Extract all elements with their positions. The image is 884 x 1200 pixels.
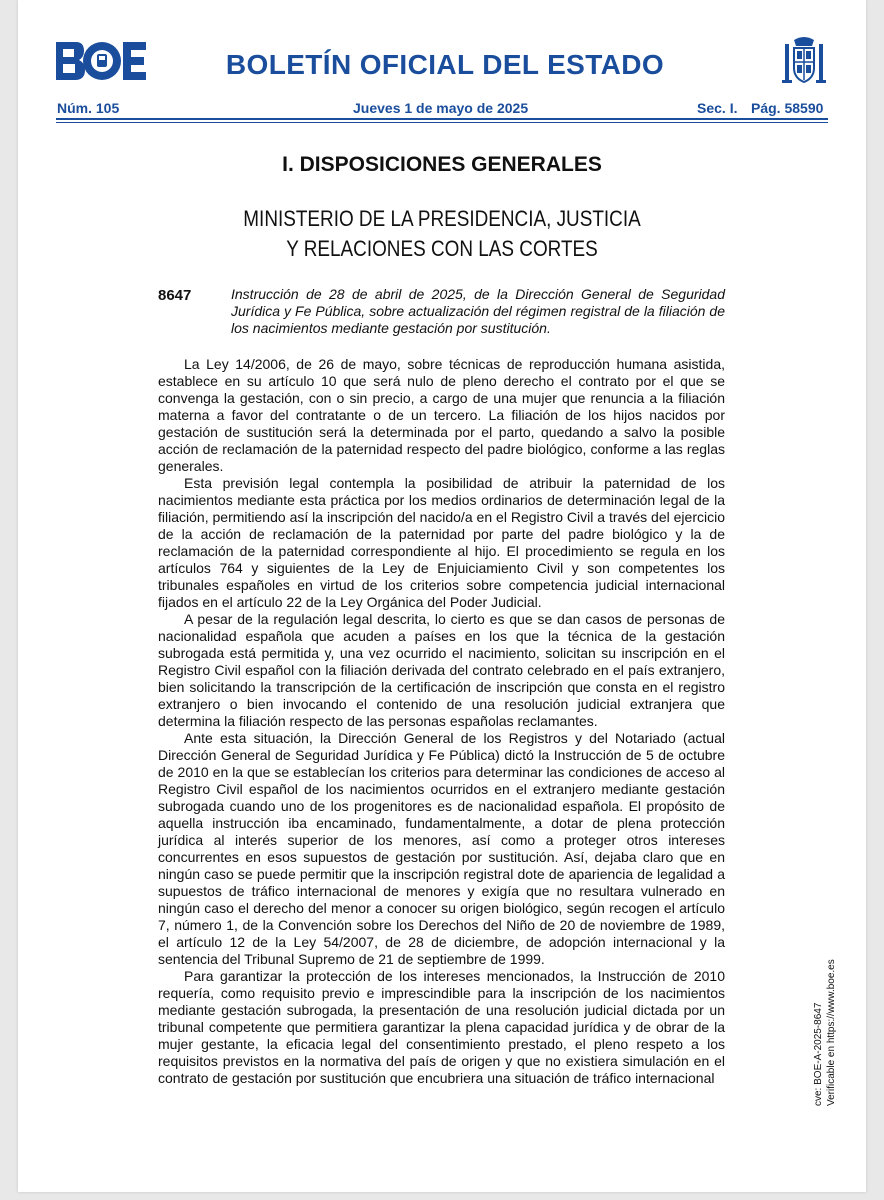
- boe-logo-icon: [56, 42, 146, 80]
- document-abstract: Instrucción de 28 de abril de 2025, de la Dirección General de Seguridad Jurídica y Fe Pública, sobre actualización del régimen registral de la filiación de los nacimientos mediante gestación por sustitución.: [231, 286, 725, 336]
- body-paragraph: Ante esta situación, la Dirección General de los Registros y del Notariado (actual Dirección General de Seguridad Jurídica y Fe Pública) dictó la Instrucción de 5 de octubre de 2010 en la que se establecían los criterios para determinar las condiciones de acceso al Registro Civil español de los nacimientos ocurridos en el extranjero mediante gestación subrogada cuando uno de los progenitores es de nacionalidad española. El propósito de aquella instrucción iba encaminado, fundamentalmente, a dotar de plena protección jurídica al interés superior de los menores, así como a proteger otros intereses concurrentes en esos supuestos de gestación por sustitución. Así, dejaba claro que en ningún caso se puede permitir que la inscripción registral dote de apariencia de legalidad a supuestos de tráfico internacional de menores y exigía que no resultara vulnerado en ningún caso el derecho del menor a conocer su origen biológico, según recogen el artículo 7, número 1, de la Convención sobre los Derechos del Niño de 20 de noviembre de 1989, el artículo 12 de la Ley 54/2007, de 28 de diciembre, de adopción internacional y la sentencia del Tribunal Supremo de 21 de septiembre de 1999.: [158, 730, 725, 967]
- ministry-line-2: Y RELACIONES CON LAS CORTES: [286, 236, 598, 261]
- document-body: [158, 356, 725, 1087]
- coat-of-arms-icon: [778, 36, 830, 86]
- body-paragraph: Esta previsión legal contempla la posibilidad de atribuir la paternidad de los nacimientos mediante esta práctica por los medios ordinarios de determinación legal de la filiación, permitiendo así la inscripción del nacido/a en el Registro Civil a través del ejercicio de la acción de reclamación de la paternidad por parte del padre biológico y la de reclamación de la paternidad correspondiente al hijo. El procedimiento se regula en los artículos 764 y siguientes de la Ley de Enjuiciamiento Civil y son competentes los tribunales españoles en virtud de los criterios sobre competencia judicial internacional fijados en el artículo 22 de la Ley Orgánica del Poder Judicial.: [158, 475, 725, 610]
- document-number: 8647: [158, 287, 192, 304]
- section-title: I. DISPOSICIONES GENERALES: [282, 153, 602, 176]
- issue-date: Jueves 1 de mayo de 2025: [353, 100, 529, 116]
- ministry-line-1: MINISTERIO DE LA PRESIDENCIA, JUSTICIA: [243, 206, 641, 231]
- header-rule-thin: [56, 122, 828, 123]
- body-paragraph: La Ley 14/2006, de 26 de mayo, sobre técnicas de reproducción humana asistida, establece en su artículo 10 que será nulo de pleno derecho el contrato por el que se convenga la gestación, con o sin precio, a cargo de una mujer que renuncia a la filiación materna a favor del contratante o de un tercero. La filiación de los hijos nacidos por gestación de sustitución será la determinada por el parto, quedando a salvo la posible acción de reclamación de la paternidad respecto del padre biológico, conforme a las reglas generales.: [158, 356, 725, 474]
- section-label: Sec. I.: [697, 100, 738, 116]
- body-paragraph: A pesar de la regulación legal descrita, lo cierto es que se dan casos de personas de nacionalidad española que acuden a países en los que la técnica de la gestación subrogada está permitida y, una vez ocurrido el nacimiento, solicitan su inscripción en el Registro Civil español con la filiación derivada del contrato celebrado en el país extranjero, bien solicitando la transcripción de la certificación de inscripción que consta en el registro extranjero o bien invocando el contenido de una resolución judicial extranjera que determina la filiación respecto de las personas españolas reclamantes.: [158, 611, 725, 729]
- verification-sidebar: [812, 786, 842, 1106]
- verification-link[interactable]: Verificable en https://www.boe.es: [826, 959, 837, 1106]
- ministry-heading: [62, 204, 822, 264]
- header-rule: [56, 118, 828, 120]
- body-paragraph: Para garantizar la protección de los intereses mencionados, la Instrucción de 2010 requería, como requisito previo e imprescindible para la inscripción de los nacimientos mediante gestación subrogada, la presentación de una resolución judicial dictada por un tribunal competente que permitiera garantizar la plena capacidad jurídica y de obrar de la mujer gestante, la eficacia legal del consentimiento prestado, el pleno respeto a los requisitos previstos en la normativa del país de origen y que no existiera simulación en el contrato de gestación por sustitución que encubriera una situación de tráfico internacional: [158, 968, 725, 1086]
- issue-number: Núm. 105: [57, 100, 120, 116]
- gazette-title: BOLETÍN OFICIAL DEL ESTADO: [225, 49, 665, 80]
- page-number: Pág. 58590: [751, 100, 824, 116]
- cve-code: cve: BOE-A-2025-8647: [813, 1002, 824, 1106]
